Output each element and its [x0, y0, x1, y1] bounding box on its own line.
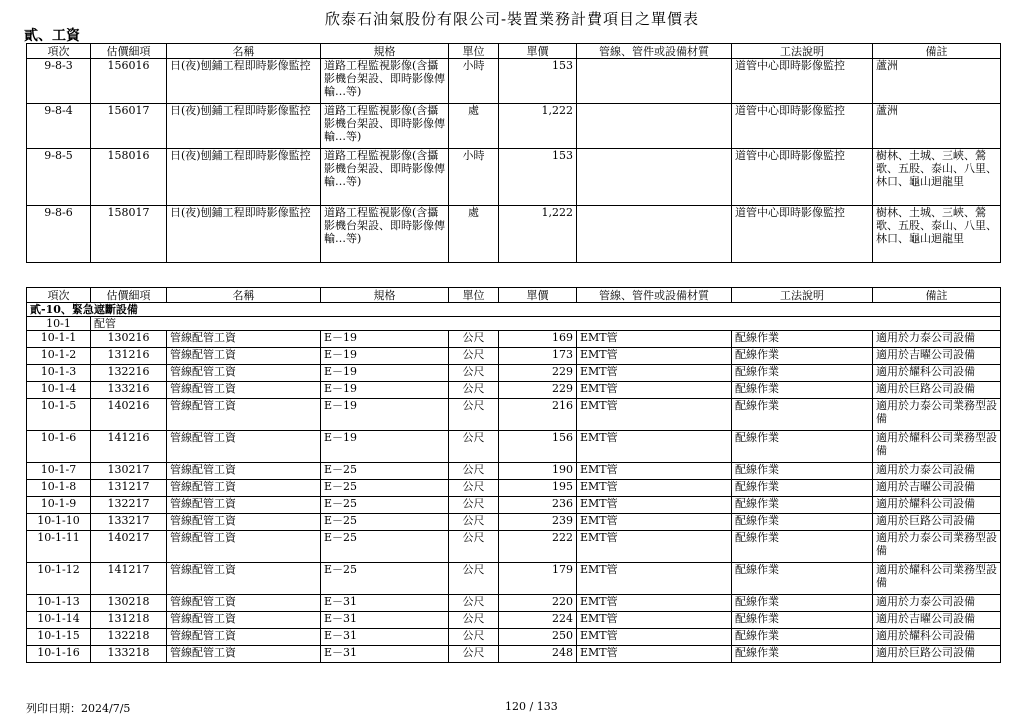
cell-material: EMT管 [577, 365, 732, 382]
table-header-row [27, 44, 1001, 59]
cell-code: 132218 [91, 629, 167, 646]
table-row [27, 497, 1001, 514]
cell-material: EMT管 [577, 531, 732, 563]
cell-spec: E－31 [321, 595, 449, 612]
cell-unit: 公尺 [449, 480, 499, 497]
cell-note: 適用於力泰公司設備 [873, 331, 1001, 348]
subgroup-name: 配管 [91, 317, 1001, 331]
cell-material: EMT管 [577, 612, 732, 629]
cell-unit: 公尺 [449, 431, 499, 463]
table-row [27, 531, 1001, 563]
cell-no: 10-1-11 [27, 531, 91, 563]
cell-code: 131216 [91, 348, 167, 365]
cell-code: 140217 [91, 531, 167, 563]
cell-spec: E－31 [321, 646, 449, 663]
cell-spec: 道路工程監視影像(含攝影機台架設、即時影像傳輸…等) [321, 104, 449, 149]
cell-code: 131217 [91, 480, 167, 497]
cell-spec: 道路工程監視影像(含攝影機台架設、即時影像傳輸…等) [321, 149, 449, 206]
cell-code: 130216 [91, 331, 167, 348]
cell-note: 樹林、土城、三峽、鶯歌、五股、泰山、八里、林口、龜山迴龍里 [873, 206, 1001, 263]
cell-material: EMT管 [577, 331, 732, 348]
table-row [27, 431, 1001, 463]
cell-note: 適用於吉曜公司設備 [873, 348, 1001, 365]
cell-method: 配線作業 [732, 348, 873, 365]
header-material: 管線、管件或設備材質 [577, 44, 732, 59]
print-date: 列印日期：2024/7/5 [26, 702, 131, 715]
cell-method: 道管中心即時影像監控 [732, 149, 873, 206]
cell-name: 管線配管工資 [167, 646, 321, 663]
table-row [27, 399, 1001, 431]
cell-no: 10-1-2 [27, 348, 91, 365]
cell-unit: 公尺 [449, 365, 499, 382]
cell-spec: E－19 [321, 348, 449, 365]
cell-no: 10-1-7 [27, 463, 91, 480]
price-table-2 [26, 287, 1001, 663]
cell-spec: 道路工程監視影像(含攝影機台架設、即時影像傳輸…等) [321, 59, 449, 104]
cell-spec: E－19 [321, 431, 449, 463]
section-title: 貳、工資 [24, 28, 80, 44]
cell-material [577, 206, 732, 263]
table-row [27, 646, 1001, 663]
cell-note: 適用於耀科公司設備 [873, 497, 1001, 514]
cell-unit: 公尺 [449, 531, 499, 563]
cell-price: 236 [499, 497, 577, 514]
cell-note: 適用於耀科公司設備 [873, 629, 1001, 646]
cell-no: 10-1-16 [27, 646, 91, 663]
cell-price: 179 [499, 563, 577, 595]
cell-price: 222 [499, 531, 577, 563]
cell-note: 蘆洲 [873, 104, 1001, 149]
table-row [27, 348, 1001, 365]
cell-method: 配線作業 [732, 497, 873, 514]
table-header-row [27, 288, 1001, 303]
cell-material: EMT管 [577, 563, 732, 595]
cell-note: 適用於耀科公司業務型設備 [873, 563, 1001, 595]
cell-code: 132216 [91, 365, 167, 382]
cell-no: 10-1-5 [27, 399, 91, 431]
cell-material: EMT管 [577, 514, 732, 531]
cell-spec: E－19 [321, 382, 449, 399]
cell-material [577, 104, 732, 149]
cell-price: 153 [499, 59, 577, 104]
cell-name: 管線配管工資 [167, 382, 321, 399]
cell-note: 適用於吉曜公司設備 [873, 612, 1001, 629]
cell-method: 配線作業 [732, 463, 873, 480]
cell-no: 9-8-3 [27, 59, 91, 104]
cell-name: 管線配管工資 [167, 463, 321, 480]
cell-method: 配線作業 [732, 629, 873, 646]
cell-spec: E－19 [321, 331, 449, 348]
cell-no: 10-1-6 [27, 431, 91, 463]
cell-unit: 小時 [449, 149, 499, 206]
cell-method: 配線作業 [732, 331, 873, 348]
header-note: 備註 [873, 44, 1001, 59]
cell-name: 日(夜)刨鋪工程即時影像監控 [167, 206, 321, 263]
cell-no: 9-8-4 [27, 104, 91, 149]
header-spec: 規格 [321, 44, 449, 59]
table-row [27, 595, 1001, 612]
cell-code: 130217 [91, 463, 167, 480]
cell-note: 適用於耀科公司設備 [873, 365, 1001, 382]
cell-note: 適用於力泰公司設備 [873, 463, 1001, 480]
table-row [27, 612, 1001, 629]
header-unit: 單位 [449, 288, 499, 303]
cell-price: 195 [499, 480, 577, 497]
cell-unit: 公尺 [449, 629, 499, 646]
cell-spec: E－19 [321, 399, 449, 431]
cell-spec: E－25 [321, 463, 449, 480]
cell-code: 133216 [91, 382, 167, 399]
cell-unit: 公尺 [449, 646, 499, 663]
cell-no: 10-1-15 [27, 629, 91, 646]
cell-note: 適用於力泰公司設備 [873, 595, 1001, 612]
cell-material: EMT管 [577, 595, 732, 612]
cell-spec: E－31 [321, 629, 449, 646]
cell-unit: 公尺 [449, 563, 499, 595]
table-row [27, 463, 1001, 480]
header-name: 名稱 [167, 288, 321, 303]
cell-no: 10-1-10 [27, 514, 91, 531]
page-number: 120 / 133 [505, 700, 558, 713]
cell-code: 141216 [91, 431, 167, 463]
table-row [27, 59, 1001, 104]
cell-unit: 處 [449, 104, 499, 149]
cell-name: 管線配管工資 [167, 480, 321, 497]
table-row [27, 514, 1001, 531]
cell-code: 156016 [91, 59, 167, 104]
cell-price: 239 [499, 514, 577, 531]
cell-no: 10-1-1 [27, 331, 91, 348]
cell-note: 適用於巨路公司設備 [873, 514, 1001, 531]
cell-method: 配線作業 [732, 531, 873, 563]
cell-name: 日(夜)刨鋪工程即時影像監控 [167, 104, 321, 149]
cell-name: 管線配管工資 [167, 431, 321, 463]
cell-code: 133218 [91, 646, 167, 663]
cell-note: 樹林、土城、三峽、鶯歌、五股、泰山、八里、林口、龜山迴龍里 [873, 149, 1001, 206]
cell-spec: E－19 [321, 365, 449, 382]
cell-method: 配線作業 [732, 612, 873, 629]
group-title: 貳-10、緊急遮斷設備 [27, 303, 1001, 317]
header-unit: 單位 [449, 44, 499, 59]
table-row [27, 563, 1001, 595]
cell-no: 10-1-14 [27, 612, 91, 629]
cell-price: 229 [499, 365, 577, 382]
cell-name: 管線配管工資 [167, 563, 321, 595]
header-method: 工法說明 [732, 288, 873, 303]
cell-material: EMT管 [577, 497, 732, 514]
cell-name: 管線配管工資 [167, 497, 321, 514]
cell-method: 道管中心即時影像監控 [732, 206, 873, 263]
header-price: 單價 [499, 44, 577, 59]
cell-method: 配線作業 [732, 480, 873, 497]
cell-price: 173 [499, 348, 577, 365]
cell-name: 日(夜)刨鋪工程即時影像監控 [167, 149, 321, 206]
cell-name: 管線配管工資 [167, 612, 321, 629]
cell-unit: 公尺 [449, 595, 499, 612]
cell-price: 248 [499, 646, 577, 663]
cell-method: 道管中心即時影像監控 [732, 104, 873, 149]
cell-unit: 公尺 [449, 382, 499, 399]
cell-code: 141217 [91, 563, 167, 595]
cell-method: 配線作業 [732, 382, 873, 399]
table-row [27, 206, 1001, 263]
cell-price: 250 [499, 629, 577, 646]
cell-unit: 小時 [449, 59, 499, 104]
cell-method: 配線作業 [732, 595, 873, 612]
cell-note: 適用於巨路公司設備 [873, 382, 1001, 399]
cell-no: 10-1-12 [27, 563, 91, 595]
cell-price: 1,222 [499, 104, 577, 149]
cell-unit: 公尺 [449, 463, 499, 480]
cell-code: 132217 [91, 497, 167, 514]
cell-price: 229 [499, 382, 577, 399]
cell-name: 管線配管工資 [167, 514, 321, 531]
cell-name: 日(夜)刨鋪工程即時影像監控 [167, 59, 321, 104]
cell-material [577, 149, 732, 206]
header-code: 估價細項 [91, 288, 167, 303]
table-row [27, 382, 1001, 399]
cell-no: 10-1-3 [27, 365, 91, 382]
cell-no: 10-1-8 [27, 480, 91, 497]
header-no: 項次 [27, 44, 91, 59]
cell-material: EMT管 [577, 480, 732, 497]
cell-material: EMT管 [577, 348, 732, 365]
cell-price: 216 [499, 399, 577, 431]
cell-no: 9-8-6 [27, 206, 91, 263]
cell-note: 適用於力泰公司業務型設備 [873, 531, 1001, 563]
header-price: 單價 [499, 288, 577, 303]
cell-material: EMT管 [577, 629, 732, 646]
header-no: 項次 [27, 288, 91, 303]
cell-code: 130218 [91, 595, 167, 612]
table-row [27, 331, 1001, 348]
table-row [27, 149, 1001, 206]
cell-unit: 公尺 [449, 331, 499, 348]
cell-method: 配線作業 [732, 514, 873, 531]
table-row [27, 480, 1001, 497]
cell-price: 1,222 [499, 206, 577, 263]
cell-material: EMT管 [577, 646, 732, 663]
cell-no: 10-1-9 [27, 497, 91, 514]
cell-method: 配線作業 [732, 563, 873, 595]
cell-spec: E－31 [321, 612, 449, 629]
cell-code: 133217 [91, 514, 167, 531]
cell-spec: E－25 [321, 531, 449, 563]
cell-name: 管線配管工資 [167, 595, 321, 612]
subgroup-row [27, 317, 1001, 331]
table-row [27, 104, 1001, 149]
cell-material: EMT管 [577, 399, 732, 431]
cell-material: EMT管 [577, 463, 732, 480]
subgroup-no: 10-1 [27, 317, 91, 331]
cell-material: EMT管 [577, 431, 732, 463]
cell-note: 適用於吉曜公司設備 [873, 480, 1001, 497]
cell-spec: E－25 [321, 514, 449, 531]
cell-note: 適用於力泰公司業務型設備 [873, 399, 1001, 431]
cell-price: 190 [499, 463, 577, 480]
header-code: 估價細項 [91, 44, 167, 59]
cell-name: 管線配管工資 [167, 531, 321, 563]
price-table-1 [26, 43, 1001, 263]
header-spec: 規格 [321, 288, 449, 303]
cell-no: 10-1-4 [27, 382, 91, 399]
cell-method: 配線作業 [732, 646, 873, 663]
header-method: 工法說明 [732, 44, 873, 59]
cell-note: 適用於耀科公司業務型設備 [873, 431, 1001, 463]
cell-price: 169 [499, 331, 577, 348]
cell-no: 10-1-13 [27, 595, 91, 612]
cell-spec: 道路工程監視影像(含攝影機台架設、即時影像傳輸…等) [321, 206, 449, 263]
header-name: 名稱 [167, 44, 321, 59]
cell-no: 9-8-5 [27, 149, 91, 206]
table-row [27, 365, 1001, 382]
cell-name: 管線配管工資 [167, 365, 321, 382]
cell-price: 224 [499, 612, 577, 629]
cell-name: 管線配管工資 [167, 348, 321, 365]
cell-code: 131218 [91, 612, 167, 629]
cell-method: 道管中心即時影像監控 [732, 59, 873, 104]
header-note: 備註 [873, 288, 1001, 303]
cell-method: 配線作業 [732, 365, 873, 382]
cell-code: 158017 [91, 206, 167, 263]
cell-spec: E－25 [321, 480, 449, 497]
cell-price: 156 [499, 431, 577, 463]
cell-unit: 公尺 [449, 612, 499, 629]
cell-price: 153 [499, 149, 577, 206]
cell-name: 管線配管工資 [167, 629, 321, 646]
cell-method: 配線作業 [732, 399, 873, 431]
cell-name: 管線配管工資 [167, 331, 321, 348]
cell-code: 140216 [91, 399, 167, 431]
cell-unit: 公尺 [449, 399, 499, 431]
cell-note: 適用於巨路公司設備 [873, 646, 1001, 663]
cell-material: EMT管 [577, 382, 732, 399]
table-row [27, 629, 1001, 646]
cell-note: 蘆洲 [873, 59, 1001, 104]
page-title: 欣泰石油氣股份有限公司-裝置業務計費項目之單價表 [324, 10, 700, 28]
cell-method: 配線作業 [732, 431, 873, 463]
cell-spec: E－25 [321, 563, 449, 595]
header-material: 管線、管件或設備材質 [577, 288, 732, 303]
cell-material [577, 59, 732, 104]
cell-code: 158016 [91, 149, 167, 206]
cell-spec: E－25 [321, 497, 449, 514]
cell-unit: 公尺 [449, 348, 499, 365]
cell-unit: 處 [449, 206, 499, 263]
group-row [27, 303, 1001, 317]
cell-name: 管線配管工資 [167, 399, 321, 431]
cell-unit: 公尺 [449, 514, 499, 531]
cell-code: 156017 [91, 104, 167, 149]
cell-price: 220 [499, 595, 577, 612]
cell-unit: 公尺 [449, 497, 499, 514]
